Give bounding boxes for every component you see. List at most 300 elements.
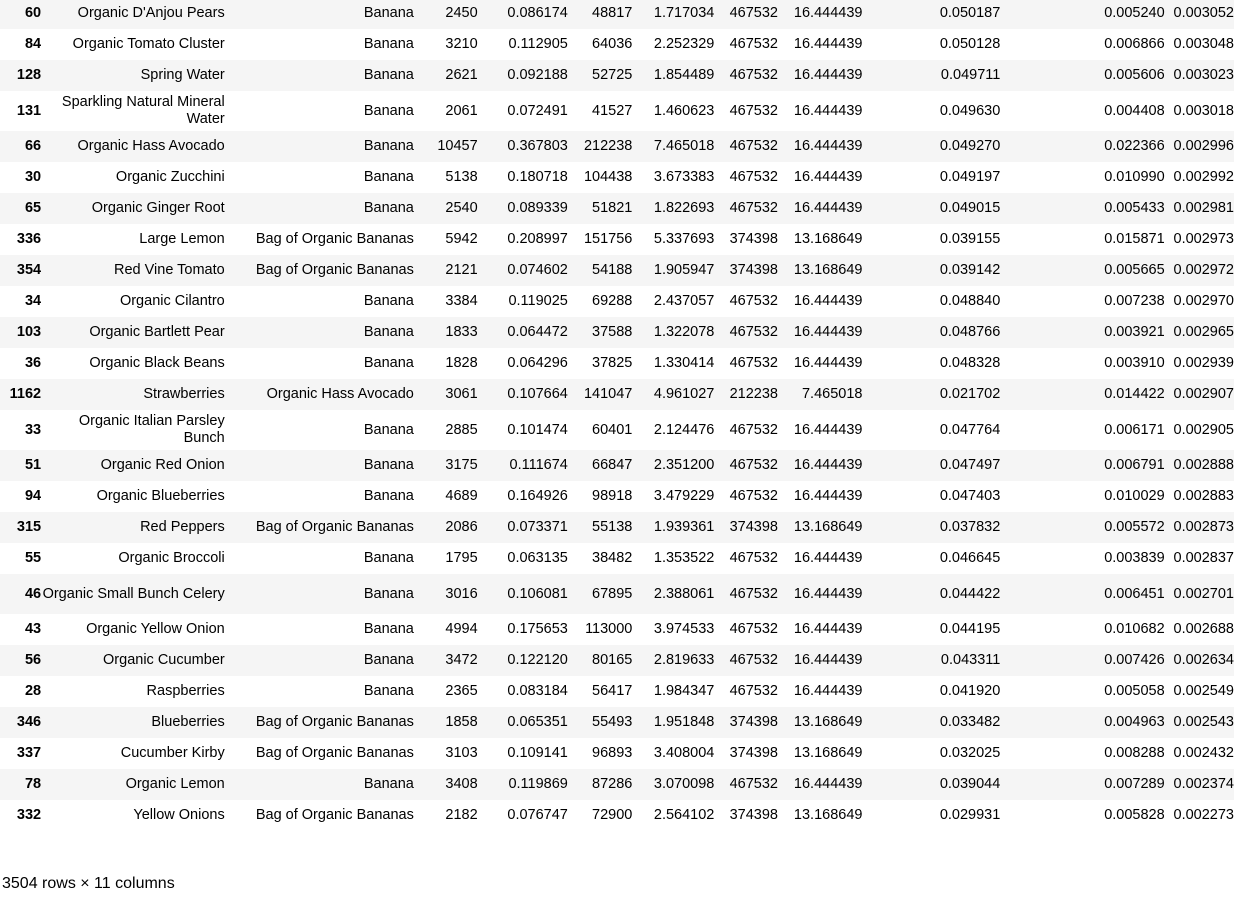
antecedent-name-cell: Banana: [363, 169, 414, 185]
col-10-cell: 0.007426: [1104, 652, 1165, 668]
col-6-cell: 1.984347: [653, 683, 715, 699]
product-name-cell: Organic Broccoli: [118, 550, 225, 566]
col-10-cell: 0.003839: [1104, 550, 1165, 566]
antecedent-name-cell: Bag of Organic Bananas: [255, 519, 414, 535]
col-9-cell: 0.049197: [939, 169, 1001, 185]
col-9-cell: 0.047497: [939, 457, 1001, 473]
antecedent-name-cell: Banana: [363, 585, 414, 602]
product-name-cell: Yellow Onions: [133, 807, 225, 823]
row-index-cell: 128: [16, 67, 42, 83]
col-9-cell: 0.033482: [939, 714, 1001, 730]
col-11-cell: 0.002701: [1173, 585, 1234, 602]
col-3-cell: 3408: [445, 776, 478, 792]
table-row: [0, 481, 1234, 512]
row-index-cell: 30: [24, 169, 42, 185]
col-11-cell: 0.002374: [1173, 776, 1234, 792]
col-4-cell: 0.065351: [507, 714, 568, 730]
col-8-cell: 16.444439: [793, 585, 863, 602]
product-name-cell: Organic Tomato Cluster: [72, 36, 225, 52]
col-6-cell: 3.974533: [653, 621, 715, 637]
col-10-cell: 0.006451: [1104, 585, 1165, 602]
col-4-cell: 0.112905: [508, 36, 568, 52]
col-9-cell: 0.044195: [939, 621, 1001, 637]
col-7-cell: 467532: [729, 457, 778, 473]
col-3-cell: 2365: [445, 683, 478, 699]
col-7-cell: 467532: [729, 138, 778, 154]
col-7-cell: 467532: [729, 355, 778, 371]
row-index-cell: 337: [16, 745, 42, 761]
col-9-cell: 0.043311: [940, 652, 1001, 668]
product-name-cell: Organic Small Bunch Celery: [42, 585, 225, 602]
table-row: [0, 543, 1234, 574]
col-10-cell: 0.022366: [1104, 138, 1165, 154]
product-name-cell: Organic Red Onion: [100, 457, 225, 473]
col-10-cell: 0.005606: [1104, 67, 1165, 83]
col-11-cell: 0.002543: [1173, 714, 1234, 730]
col-4-cell: 0.122120: [507, 652, 568, 668]
col-11-cell: 0.003048: [1173, 36, 1234, 52]
table-row: [0, 800, 1234, 831]
table-row: [0, 379, 1234, 410]
col-4-cell: 0.101474: [507, 421, 568, 438]
col-3-cell: 5942: [445, 231, 478, 247]
col-9-cell: 0.029931: [939, 807, 1001, 823]
col-11-cell: 0.002688: [1173, 621, 1234, 637]
col-7-cell: 467532: [729, 585, 778, 602]
col-8-cell: 16.444439: [793, 457, 863, 473]
product-name-cell: Sparkling Natural Mineral Water: [61, 94, 225, 127]
col-3-cell: 3103: [445, 745, 478, 761]
col-3-cell: 2182: [445, 807, 478, 823]
col-10-cell: 0.014422: [1104, 386, 1165, 402]
table-row: [0, 162, 1234, 193]
col-10-cell: 0.005240: [1104, 5, 1165, 21]
col-11-cell: 0.002273: [1173, 807, 1234, 823]
table-row: [0, 574, 1234, 614]
col-3-cell: 4689: [445, 488, 478, 504]
col-9-cell: 0.039142: [939, 262, 1001, 278]
col-3-cell: 2121: [445, 262, 478, 278]
col-8-cell: 16.444439: [793, 621, 863, 637]
col-3-cell: 3175: [445, 457, 478, 473]
antecedent-name-cell: Banana: [363, 138, 414, 154]
col-4-cell: 0.064296: [507, 355, 568, 371]
row-index-cell: 1162: [9, 386, 42, 402]
col-11-cell: 0.002972: [1173, 262, 1234, 278]
table-row: [0, 224, 1234, 255]
col-7-cell: 467532: [729, 5, 778, 21]
col-4-cell: 0.064472: [507, 324, 568, 340]
col-11-cell: 0.002634: [1173, 652, 1234, 668]
col-7-cell: 374398: [729, 745, 778, 761]
col-6-cell: 2.819633: [653, 652, 715, 668]
row-index-cell: 51: [24, 457, 42, 473]
col-5-cell: 80165: [592, 652, 633, 668]
col-11-cell: 0.002907: [1173, 386, 1234, 402]
antecedent-name-cell: Banana: [363, 355, 414, 371]
table-row: [0, 707, 1234, 738]
col-8-cell: 16.444439: [793, 169, 863, 185]
col-3-cell: 3016: [445, 585, 478, 602]
col-4-cell: 0.164926: [507, 488, 568, 504]
col-3-cell: 1833: [445, 324, 478, 340]
product-name-cell: Large Lemon: [139, 231, 225, 247]
col-7-cell: 374398: [729, 231, 778, 247]
row-index-cell: 84: [24, 36, 42, 52]
col-11-cell: 0.002965: [1173, 324, 1234, 340]
col-8-cell: 16.444439: [793, 200, 863, 216]
col-4-cell: 0.074602: [507, 262, 568, 278]
col-3-cell: 3061: [445, 386, 478, 402]
col-4-cell: 0.111674: [509, 457, 568, 473]
col-11-cell: 0.002888: [1173, 457, 1234, 473]
product-name-cell: Organic Lemon: [125, 776, 225, 792]
col-11-cell: 0.003052: [1173, 5, 1234, 21]
col-11-cell: 0.002837: [1173, 550, 1234, 566]
col-3-cell: 1828: [445, 355, 478, 371]
col-10-cell: 0.007238: [1104, 293, 1165, 309]
col-6-cell: 1.322078: [653, 324, 715, 340]
product-name-cell: Organic Zucchini: [115, 169, 225, 185]
col-10-cell: 0.005828: [1104, 807, 1165, 823]
col-5-cell: 37588: [592, 324, 633, 340]
antecedent-name-cell: Banana: [363, 457, 414, 473]
antecedent-name-cell: Banana: [363, 293, 414, 309]
col-6-cell: 2.124476: [653, 421, 715, 438]
col-5-cell: 212238: [583, 138, 633, 154]
col-6-cell: 3.479229: [653, 488, 715, 504]
col-6-cell: 1.905947: [653, 262, 715, 278]
row-index-cell: 131: [16, 102, 42, 119]
col-7-cell: 467532: [729, 67, 778, 83]
col-3-cell: 10457: [437, 138, 478, 154]
col-5-cell: 41527: [592, 102, 633, 119]
product-name-cell: Raspberries: [146, 683, 225, 699]
col-6-cell: 3.070098: [653, 776, 715, 792]
antecedent-name-cell: Banana: [363, 652, 414, 668]
antecedent-name-cell: Bag of Organic Bananas: [255, 807, 414, 823]
table-row: [0, 738, 1234, 769]
col-9-cell: 0.039155: [939, 231, 1001, 247]
antecedent-name-cell: Banana: [363, 67, 414, 83]
col-4-cell: 0.089339: [507, 200, 568, 216]
col-7-cell: 212238: [729, 386, 778, 402]
col-8-cell: 13.168649: [793, 714, 863, 730]
row-index-cell: 33: [24, 421, 42, 438]
col-6-cell: 1.717034: [653, 5, 715, 21]
col-6-cell: 2.351200: [653, 457, 715, 473]
col-6-cell: 1.353522: [653, 550, 715, 566]
col-9-cell: 0.050128: [939, 36, 1001, 52]
col-7-cell: 374398: [729, 519, 778, 535]
col-5-cell: 60401: [592, 421, 633, 438]
product-name-cell: Organic Hass Avocado: [77, 138, 225, 154]
row-index-cell: 65: [24, 200, 42, 216]
col-5-cell: 52725: [592, 67, 633, 83]
col-9-cell: 0.032025: [939, 745, 1001, 761]
col-6-cell: 1.460623: [653, 102, 715, 119]
table-row: [0, 614, 1234, 645]
col-10-cell: 0.006171: [1104, 421, 1165, 438]
col-8-cell: 16.444439: [793, 683, 863, 699]
col-5-cell: 141047: [583, 386, 633, 402]
col-7-cell: 467532: [729, 36, 778, 52]
col-3-cell: 2621: [445, 67, 478, 83]
col-8-cell: 16.444439: [793, 421, 863, 438]
col-7-cell: 467532: [729, 488, 778, 504]
col-11-cell: 0.003023: [1173, 67, 1234, 83]
col-7-cell: 467532: [729, 776, 778, 792]
col-3-cell: 5138: [445, 169, 478, 185]
col-11-cell: 0.002973: [1173, 231, 1234, 247]
col-4-cell: 0.180718: [507, 169, 568, 185]
table-row: [0, 286, 1234, 317]
table-row: [0, 769, 1234, 800]
antecedent-name-cell: Banana: [363, 36, 414, 52]
col-9-cell: 0.044422: [939, 585, 1001, 602]
col-10-cell: 0.004963: [1104, 714, 1165, 730]
col-6-cell: 1.330414: [653, 355, 715, 371]
col-10-cell: 0.010990: [1104, 169, 1165, 185]
col-11-cell: 0.002905: [1173, 421, 1234, 438]
col-5-cell: 87286: [592, 776, 633, 792]
product-name-cell: Organic D'Anjou Pears: [77, 5, 225, 21]
antecedent-name-cell: Banana: [363, 421, 414, 438]
col-4-cell: 0.076747: [507, 807, 568, 823]
col-9-cell: 0.048766: [939, 324, 1001, 340]
col-5-cell: 69288: [592, 293, 633, 309]
antecedent-name-cell: Banana: [363, 5, 414, 21]
col-9-cell: 0.050187: [939, 5, 1001, 21]
col-8-cell: 16.444439: [793, 293, 863, 309]
col-9-cell: 0.049630: [939, 102, 1001, 119]
col-3-cell: 2061: [445, 102, 478, 119]
product-name-cell: Organic Italian Parsley Bunch: [78, 413, 225, 446]
col-9-cell: 0.039044: [939, 776, 1001, 792]
row-index-cell: 28: [24, 683, 42, 699]
col-10-cell: 0.003910: [1104, 355, 1165, 371]
col-8-cell: 13.168649: [793, 231, 863, 247]
col-6-cell: 1.939361: [653, 519, 715, 535]
col-10-cell: 0.006866: [1104, 36, 1165, 52]
antecedent-name-cell: Bag of Organic Bananas: [255, 262, 414, 278]
col-5-cell: 38482: [592, 550, 633, 566]
product-name-cell: Organic Cilantro: [119, 293, 225, 309]
col-8-cell: 16.444439: [793, 5, 863, 21]
col-10-cell: 0.006791: [1104, 457, 1165, 473]
col-3-cell: 4994: [445, 621, 478, 637]
col-8-cell: 13.168649: [793, 262, 863, 278]
antecedent-name-cell: Banana: [363, 683, 414, 699]
table-row: [0, 29, 1234, 60]
col-5-cell: 64036: [592, 36, 633, 52]
product-name-cell: Organic Black Beans: [89, 355, 225, 371]
col-10-cell: 0.005665: [1104, 262, 1165, 278]
table-row: [0, 645, 1234, 676]
col-5-cell: 54188: [592, 262, 633, 278]
col-3-cell: 2450: [445, 5, 478, 21]
col-7-cell: 374398: [729, 714, 778, 730]
col-10-cell: 0.004408: [1104, 102, 1165, 119]
col-11-cell: 0.002970: [1173, 293, 1234, 309]
col-6-cell: 3.408004: [653, 745, 715, 761]
col-11-cell: 0.002939: [1173, 355, 1234, 371]
col-11-cell: 0.002432: [1173, 745, 1234, 761]
product-name-cell: Organic Cucumber: [103, 652, 225, 668]
col-9-cell: 0.046645: [939, 550, 1001, 566]
col-9-cell: 0.048840: [939, 293, 1001, 309]
col-5-cell: 48817: [592, 5, 633, 21]
col-5-cell: 55493: [592, 714, 633, 730]
antecedent-name-cell: Banana: [363, 200, 414, 216]
col-8-cell: 16.444439: [793, 324, 863, 340]
col-3-cell: 3210: [445, 36, 478, 52]
col-7-cell: 467532: [729, 683, 778, 699]
col-5-cell: 104438: [583, 169, 633, 185]
col-3-cell: 1795: [445, 550, 478, 566]
row-index-cell: 332: [16, 807, 42, 823]
col-5-cell: 66847: [592, 457, 633, 473]
col-5-cell: 96893: [592, 745, 633, 761]
col-3-cell: 3472: [445, 652, 478, 668]
row-index-cell: 94: [24, 488, 42, 504]
col-8-cell: 16.444439: [793, 776, 863, 792]
col-5-cell: 98918: [592, 488, 633, 504]
table-row: [0, 193, 1234, 224]
antecedent-name-cell: Banana: [363, 102, 414, 119]
product-name-cell: Strawberries: [143, 386, 225, 402]
col-7-cell: 467532: [729, 102, 778, 119]
col-8-cell: 16.444439: [793, 36, 863, 52]
col-6-cell: 1.822693: [653, 200, 715, 216]
col-4-cell: 0.083184: [507, 683, 568, 699]
col-10-cell: 0.003921: [1104, 324, 1165, 340]
col-9-cell: 0.037832: [939, 519, 1001, 535]
table-row: [0, 512, 1234, 543]
antecedent-name-cell: Banana: [363, 324, 414, 340]
col-10-cell: 0.008288: [1104, 745, 1165, 761]
row-index-cell: 103: [16, 324, 42, 340]
antecedent-name-cell: Bag of Organic Bananas: [255, 231, 414, 247]
antecedent-name-cell: Banana: [363, 488, 414, 504]
col-7-cell: 467532: [729, 324, 778, 340]
row-index-cell: 60: [24, 5, 42, 21]
antecedent-name-cell: Bag of Organic Bananas: [255, 714, 414, 730]
col-5-cell: 56417: [592, 683, 633, 699]
table-row: [0, 348, 1234, 379]
col-9-cell: 0.049015: [939, 200, 1001, 216]
col-4-cell: 0.119025: [508, 293, 568, 309]
col-11-cell: 0.002992: [1173, 169, 1234, 185]
col-4-cell: 0.367803: [507, 138, 568, 154]
col-8-cell: 13.168649: [793, 519, 863, 535]
product-name-cell: Organic Blueberries: [96, 488, 225, 504]
col-7-cell: 467532: [729, 421, 778, 438]
col-4-cell: 0.119869: [508, 776, 568, 792]
row-index-cell: 66: [24, 138, 42, 154]
antecedent-name-cell: Bag of Organic Bananas: [255, 745, 414, 761]
col-6-cell: 1.854489: [653, 67, 715, 83]
row-index-cell: 36: [24, 355, 42, 371]
col-5-cell: 72900: [592, 807, 633, 823]
col-7-cell: 467532: [729, 550, 778, 566]
col-7-cell: 374398: [729, 262, 778, 278]
col-9-cell: 0.041920: [939, 683, 1001, 699]
col-7-cell: 467532: [729, 169, 778, 185]
col-4-cell: 0.092188: [507, 67, 568, 83]
antecedent-name-cell: Banana: [363, 621, 414, 637]
row-index-cell: 78: [24, 776, 42, 792]
col-11-cell: 0.003018: [1173, 102, 1234, 119]
col-6-cell: 3.673383: [653, 169, 715, 185]
row-index-cell: 46: [24, 585, 42, 602]
col-8-cell: 13.168649: [793, 745, 863, 761]
table-row: [0, 0, 1234, 29]
col-6-cell: 5.337693: [653, 231, 715, 247]
product-name-cell: Organic Bartlett Pear: [89, 324, 225, 340]
col-4-cell: 0.208997: [507, 231, 568, 247]
col-3-cell: 3384: [445, 293, 478, 309]
col-7-cell: 467532: [729, 621, 778, 637]
table-row: [0, 91, 1234, 131]
col-9-cell: 0.049711: [940, 67, 1001, 83]
col-11-cell: 0.002883: [1173, 488, 1234, 504]
col-5-cell: 67895: [592, 585, 633, 602]
col-5-cell: 51821: [592, 200, 633, 216]
product-name-cell: Organic Ginger Root: [91, 200, 225, 216]
col-10-cell: 0.005433: [1104, 200, 1165, 216]
table-row: [0, 676, 1234, 707]
table-row: [0, 131, 1234, 162]
product-name-cell: Red Vine Tomato: [114, 262, 225, 278]
row-index-cell: 55: [24, 550, 42, 566]
product-name-cell: Spring Water: [140, 67, 225, 83]
col-3-cell: 2086: [445, 519, 478, 535]
col-8-cell: 16.444439: [793, 550, 863, 566]
col-10-cell: 0.015871: [1104, 231, 1165, 247]
antecedent-name-cell: Organic Hass Avocado: [266, 386, 414, 402]
col-11-cell: 0.002981: [1173, 200, 1234, 216]
row-index-cell: 336: [16, 231, 42, 247]
row-index-cell: 354: [16, 262, 42, 278]
col-8-cell: 16.444439: [793, 102, 863, 119]
col-11-cell: 0.002996: [1173, 138, 1234, 154]
dataframe-shape-label: 3504 rows × 11 columns: [2, 875, 175, 892]
product-name-cell: Red Peppers: [140, 519, 225, 535]
col-9-cell: 0.049270: [939, 138, 1001, 154]
col-7-cell: 467532: [729, 652, 778, 668]
table-row: [0, 60, 1234, 91]
col-8-cell: 16.444439: [793, 138, 863, 154]
col-7-cell: 467532: [729, 200, 778, 216]
col-3-cell: 1858: [445, 714, 478, 730]
col-5-cell: 55138: [592, 519, 633, 535]
col-5-cell: 37825: [592, 355, 633, 371]
col-6-cell: 7.465018: [653, 138, 715, 154]
col-10-cell: 0.010682: [1104, 621, 1165, 637]
col-9-cell: 0.048328: [939, 355, 1001, 371]
col-6-cell: 1.951848: [653, 714, 715, 730]
col-9-cell: 0.047764: [939, 421, 1001, 438]
col-4-cell: 0.109141: [507, 745, 568, 761]
row-index-cell: 34: [24, 293, 42, 309]
product-name-cell: Organic Yellow Onion: [86, 621, 225, 637]
row-index-cell: 315: [16, 519, 42, 535]
antecedent-name-cell: Banana: [363, 776, 414, 792]
col-5-cell: 113000: [585, 621, 633, 637]
col-9-cell: 0.021702: [939, 386, 1001, 402]
col-4-cell: 0.107664: [507, 386, 568, 402]
